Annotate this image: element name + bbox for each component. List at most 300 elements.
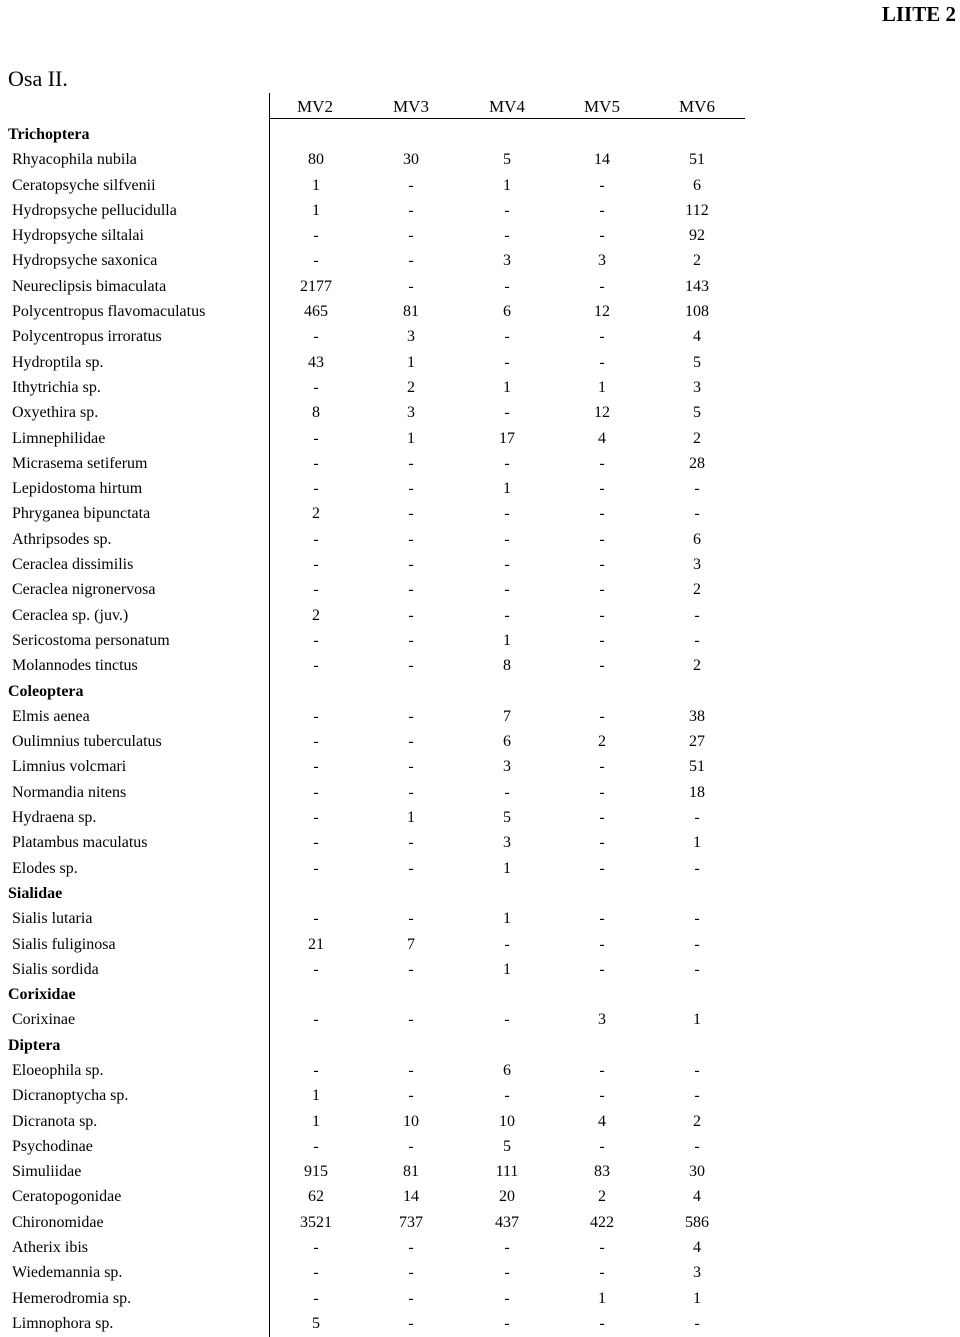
- cell-mv3: -: [408, 783, 414, 801]
- cell-mv5: -: [599, 530, 605, 548]
- cell-mv4: -: [504, 935, 510, 953]
- table-row: [0, 704, 760, 729]
- cell-mv6: 1: [693, 1289, 701, 1307]
- cell-mv4: 10: [499, 1112, 515, 1130]
- species-name: Dicranota sp.: [12, 1112, 98, 1130]
- cell-mv6: 5: [693, 353, 701, 371]
- species-name: Ceraclea dissimilis: [12, 556, 134, 574]
- cell-mv2: -: [313, 960, 319, 978]
- cell-mv6: 18: [689, 783, 705, 801]
- cell-mv5: -: [599, 1314, 605, 1332]
- cell-mv2: -: [313, 328, 319, 346]
- cell-mv4: -: [504, 1289, 510, 1307]
- cell-mv6: -: [694, 1314, 700, 1332]
- cell-mv6: -: [694, 910, 700, 928]
- cell-mv6: 2: [693, 1112, 701, 1130]
- column-header-mv4: MV4: [489, 97, 525, 116]
- cell-mv5: 4: [598, 429, 606, 447]
- cell-mv6: 586: [685, 1213, 709, 1231]
- group-header-row: [0, 679, 760, 704]
- cell-mv3: 30: [403, 151, 419, 169]
- species-name: Chironomidae: [12, 1213, 104, 1231]
- species-name: Molannodes tinctus: [12, 657, 138, 675]
- cell-mv2: 5: [312, 1314, 320, 1332]
- cell-mv3: -: [408, 859, 414, 877]
- table-row: [0, 1311, 760, 1336]
- cell-mv4: 17: [499, 429, 515, 447]
- cell-mv6: -: [694, 935, 700, 953]
- cell-mv2: 915: [304, 1163, 328, 1181]
- cell-mv5: -: [599, 809, 605, 827]
- cell-mv3: -: [408, 707, 414, 725]
- table-row: [0, 957, 760, 982]
- group-name: Corixidae: [8, 986, 76, 1004]
- cell-mv3: -: [408, 201, 414, 219]
- cell-mv4: -: [504, 581, 510, 599]
- cell-mv4: -: [504, 404, 510, 422]
- cell-mv4: -: [504, 606, 510, 624]
- species-name: Hydraena sp.: [12, 809, 97, 827]
- cell-mv2: 2: [312, 606, 320, 624]
- cell-mv6: 143: [685, 277, 709, 295]
- species-name: Ceratopsyche silfvenii: [12, 176, 156, 194]
- cell-mv2: -: [313, 1137, 319, 1155]
- cell-mv3: 81: [403, 303, 419, 321]
- cell-mv3: -: [408, 657, 414, 675]
- cell-mv2: -: [313, 809, 319, 827]
- cell-mv2: 1: [312, 1112, 320, 1130]
- species-name: Athripsodes sp.: [12, 530, 112, 548]
- table-row: [0, 1109, 760, 1134]
- cell-mv6: 92: [689, 227, 705, 245]
- cell-mv5: 12: [594, 404, 610, 422]
- cell-mv3: -: [408, 530, 414, 548]
- cell-mv4: 111: [495, 1163, 519, 1181]
- table-row: [0, 501, 760, 526]
- table-row: [0, 577, 760, 602]
- cell-mv3: 1: [407, 809, 415, 827]
- page-label: LIITE 2: [881, 2, 956, 26]
- cell-mv4: -: [504, 505, 510, 523]
- table-row: [0, 1184, 760, 1209]
- cell-mv6: 4: [693, 1239, 701, 1257]
- cell-mv2: -: [313, 454, 319, 472]
- cell-mv4: -: [504, 1314, 510, 1332]
- species-name: Ceratopogonidae: [12, 1188, 122, 1206]
- cell-mv2: -: [313, 707, 319, 725]
- cell-mv3: 14: [403, 1188, 419, 1206]
- cell-mv4: -: [504, 353, 510, 371]
- cell-mv4: 1: [503, 378, 511, 396]
- cell-mv3: -: [408, 176, 414, 194]
- cell-mv3: -: [408, 733, 414, 751]
- species-name: Rhyacophila nubila: [12, 151, 137, 169]
- species-name: Hemerodromia sp.: [12, 1289, 132, 1307]
- table-row: [0, 198, 760, 223]
- cell-mv3: -: [408, 1011, 414, 1029]
- cell-mv2: -: [313, 657, 319, 675]
- species-name: Normandia nitens: [12, 783, 127, 801]
- cell-mv3: -: [408, 1314, 414, 1332]
- group-name: Coleoptera: [8, 682, 84, 700]
- cell-mv2: -: [313, 783, 319, 801]
- cell-mv5: -: [599, 758, 605, 776]
- species-name: Limnephilidae: [12, 429, 106, 447]
- table-row: [0, 1286, 760, 1311]
- cell-mv5: -: [599, 910, 605, 928]
- species-name: Elodes sp.: [12, 859, 78, 877]
- cell-mv4: -: [504, 1239, 510, 1257]
- cell-mv2: -: [313, 429, 319, 447]
- cell-mv2: -: [313, 758, 319, 776]
- species-name: Oxyethira sp.: [12, 404, 99, 422]
- cell-mv3: -: [408, 480, 414, 498]
- cell-mv6: -: [694, 960, 700, 978]
- cell-mv3: -: [408, 1289, 414, 1307]
- cell-mv5: 4: [598, 1112, 606, 1130]
- cell-mv3: -: [408, 556, 414, 574]
- species-name: Eloeophila sp.: [12, 1061, 104, 1079]
- cell-mv5: -: [599, 1137, 605, 1155]
- cell-mv2: -: [313, 1239, 319, 1257]
- cell-mv3: 81: [403, 1163, 419, 1181]
- cell-mv5: -: [599, 657, 605, 675]
- column-header-mv3: MV3: [393, 97, 429, 116]
- table-row: [0, 147, 760, 172]
- species-name: Neureclipsis bimaculata: [12, 277, 167, 295]
- cell-mv6: 51: [689, 151, 705, 169]
- table-row: [0, 299, 760, 324]
- cell-mv3: -: [408, 581, 414, 599]
- cell-mv2: -: [313, 378, 319, 396]
- species-name: Simuliidae: [12, 1163, 82, 1181]
- cell-mv3: -: [408, 758, 414, 776]
- table-row: [0, 426, 760, 451]
- cell-mv4: -: [504, 227, 510, 245]
- cell-mv4: 5: [503, 1137, 511, 1155]
- cell-mv4: 3: [503, 252, 511, 270]
- cell-mv2: 1: [312, 201, 320, 219]
- cell-mv3: -: [408, 1061, 414, 1079]
- table-row: [0, 603, 760, 628]
- cell-mv3: -: [408, 631, 414, 649]
- cell-mv5: -: [599, 454, 605, 472]
- species-name: Ithytrichia sp.: [12, 378, 101, 396]
- cell-mv2: -: [313, 834, 319, 852]
- table-header: [270, 97, 745, 119]
- cell-mv5: -: [599, 581, 605, 599]
- table-row: [0, 628, 760, 653]
- cell-mv5: -: [599, 859, 605, 877]
- cell-mv6: -: [694, 1137, 700, 1155]
- cell-mv6: 30: [689, 1163, 705, 1181]
- group-name: Trichoptera: [8, 126, 90, 143]
- cell-mv3: -: [408, 505, 414, 523]
- species-name: Wiedemannia sp.: [12, 1264, 123, 1282]
- species-name: Platambus maculatus: [12, 834, 148, 852]
- cell-mv5: -: [599, 480, 605, 498]
- table-row: [0, 1235, 760, 1260]
- cell-mv3: -: [408, 454, 414, 472]
- cell-mv3: -: [408, 1137, 414, 1155]
- cell-mv5: -: [599, 556, 605, 574]
- cell-mv6: 3: [693, 1264, 701, 1282]
- species-name: Elmis aenea: [12, 707, 90, 725]
- cell-mv5: -: [599, 505, 605, 523]
- cell-mv4: 6: [503, 303, 511, 321]
- cell-mv6: 3: [693, 556, 701, 574]
- table-row: [0, 173, 760, 198]
- cell-mv4: -: [504, 277, 510, 295]
- cell-mv6: 38: [689, 707, 705, 725]
- cell-mv4: 7: [503, 707, 511, 725]
- cell-mv6: 28: [689, 454, 705, 472]
- cell-mv6: -: [694, 480, 700, 498]
- cell-mv5: 2: [598, 1188, 606, 1206]
- cell-mv3: 3: [407, 328, 415, 346]
- cell-mv4: -: [504, 328, 510, 346]
- table-row: [0, 324, 760, 349]
- group-header-row: [0, 881, 760, 906]
- cell-mv2: 465: [304, 303, 328, 321]
- species-name: Sialis lutaria: [12, 910, 93, 928]
- cell-mv6: 4: [693, 328, 701, 346]
- cell-mv5: -: [599, 1239, 605, 1257]
- cell-mv5: -: [599, 227, 605, 245]
- cell-mv4: -: [504, 1087, 510, 1105]
- table-row: [0, 527, 760, 552]
- section-title: Osa II.: [8, 66, 68, 91]
- cell-mv5: 12: [594, 303, 610, 321]
- cell-mv2: -: [313, 1264, 319, 1282]
- table-row: [0, 274, 760, 299]
- table-row: [0, 552, 760, 577]
- cell-mv5: -: [599, 707, 605, 725]
- cell-mv2: -: [313, 530, 319, 548]
- cell-mv4: 5: [503, 809, 511, 827]
- cell-mv3: -: [408, 1087, 414, 1105]
- cell-mv4: 1: [503, 176, 511, 194]
- cell-mv3: -: [408, 1264, 414, 1282]
- cell-mv4: 1: [503, 480, 511, 498]
- cell-mv4: 5: [503, 151, 511, 169]
- cell-mv2: -: [313, 859, 319, 877]
- table-row: [0, 932, 760, 957]
- cell-mv5: -: [599, 834, 605, 852]
- species-name: Limnophora sp.: [12, 1314, 114, 1332]
- species-name: Sericostoma personatum: [12, 631, 170, 649]
- cell-mv2: -: [313, 1289, 319, 1307]
- cell-mv4: 1: [503, 960, 511, 978]
- cell-mv5: -: [599, 1061, 605, 1079]
- cell-mv6: 112: [685, 201, 709, 219]
- cell-mv4: 3: [503, 758, 511, 776]
- cell-mv4: 1: [503, 859, 511, 877]
- cell-mv3: 10: [403, 1112, 419, 1130]
- cell-mv2: 8: [312, 404, 320, 422]
- cell-mv2: -: [313, 227, 319, 245]
- species-name: Psychodinae: [12, 1137, 93, 1155]
- cell-mv3: -: [408, 834, 414, 852]
- cell-mv3: -: [408, 910, 414, 928]
- species-name: Micrasema setiferum: [12, 454, 148, 472]
- species-name: Hydropsyche siltalai: [12, 227, 144, 245]
- cell-mv6: 27: [689, 733, 705, 751]
- group-header-row: [0, 1033, 760, 1058]
- cell-mv2: -: [313, 480, 319, 498]
- species-name: Dicranoptycha sp.: [12, 1087, 129, 1105]
- species-table-body: [0, 122, 760, 1336]
- cell-mv4: 1: [503, 631, 511, 649]
- table-row: [0, 780, 760, 805]
- column-header-mv6: MV6: [679, 97, 715, 116]
- cell-mv5: 1: [598, 378, 606, 396]
- cell-mv6: 1: [693, 834, 701, 852]
- cell-mv4: -: [504, 201, 510, 219]
- cell-mv3: -: [408, 227, 414, 245]
- cell-mv2: 80: [308, 151, 324, 169]
- cell-mv2: 21: [308, 935, 324, 953]
- species-name: Ceraclea sp. (juv.): [12, 606, 129, 624]
- cell-mv5: 3: [598, 1011, 606, 1029]
- species-name: Sialis sordida: [12, 960, 99, 978]
- species-name: Polycentropus irroratus: [12, 328, 162, 346]
- cell-mv6: 1: [693, 1011, 701, 1029]
- cell-mv3: 1: [407, 353, 415, 371]
- cell-mv5: -: [599, 353, 605, 371]
- table-row: [0, 1007, 760, 1032]
- cell-mv6: 51: [689, 758, 705, 776]
- cell-mv6: 5: [693, 404, 701, 422]
- cell-mv2: 62: [308, 1188, 324, 1206]
- table-row: [0, 1134, 760, 1159]
- cell-mv6: 4: [693, 1188, 701, 1206]
- cell-mv4: -: [504, 1011, 510, 1029]
- cell-mv4: 6: [503, 733, 511, 751]
- cell-mv3: 3: [407, 404, 415, 422]
- cell-mv2: 1: [312, 1087, 320, 1105]
- cell-mv3: 7: [407, 935, 415, 953]
- cell-mv6: 2: [693, 252, 701, 270]
- cell-mv5: -: [599, 328, 605, 346]
- table-row: [0, 906, 760, 931]
- table-row: [0, 805, 760, 830]
- cell-mv2: -: [313, 910, 319, 928]
- cell-mv3: 1: [407, 429, 415, 447]
- cell-mv2: 2: [312, 505, 320, 523]
- cell-mv5: 422: [590, 1213, 614, 1231]
- cell-mv2: -: [313, 631, 319, 649]
- cell-mv6: 108: [685, 303, 709, 321]
- column-header-mv2: MV2: [297, 97, 333, 116]
- table-row: [0, 476, 760, 501]
- cell-mv5: 3: [598, 252, 606, 270]
- cell-mv6: -: [694, 631, 700, 649]
- cell-mv5: -: [599, 631, 605, 649]
- cell-mv5: -: [599, 960, 605, 978]
- cell-mv5: 83: [594, 1163, 610, 1181]
- group-name: Sialidae: [8, 884, 63, 902]
- cell-mv6: -: [694, 1061, 700, 1079]
- cell-mv6: 2: [693, 429, 701, 447]
- cell-mv6: 3: [693, 378, 701, 396]
- cell-mv4: 3: [503, 834, 511, 852]
- table-row: [0, 754, 760, 779]
- table-row: [0, 1058, 760, 1083]
- cell-mv2: 1: [312, 176, 320, 194]
- cell-mv6: 2: [693, 581, 701, 599]
- cell-mv4: -: [504, 556, 510, 574]
- species-name: Oulimnius tuberculatus: [12, 733, 162, 751]
- cell-mv6: -: [694, 1087, 700, 1105]
- species-name: Sialis fuliginosa: [12, 935, 116, 953]
- cell-mv3: 2: [407, 378, 415, 396]
- species-name: Corixinae: [12, 1011, 76, 1029]
- species-name: Atherix ibis: [12, 1239, 88, 1257]
- cell-mv5: -: [599, 935, 605, 953]
- table-row: [0, 350, 760, 375]
- table-row: [0, 856, 760, 881]
- cell-mv5: -: [599, 277, 605, 295]
- cell-mv3: -: [408, 1239, 414, 1257]
- species-name: Lepidostoma hirtum: [12, 480, 143, 498]
- cell-mv4: 437: [495, 1213, 519, 1231]
- group-header-row: [0, 122, 760, 147]
- cell-mv5: -: [599, 201, 605, 219]
- table-row: [0, 248, 760, 273]
- table-row: [0, 400, 760, 425]
- cell-mv5: -: [599, 1087, 605, 1105]
- cell-mv5: 2: [598, 733, 606, 751]
- cell-mv4: -: [504, 454, 510, 472]
- cell-mv6: -: [694, 809, 700, 827]
- cell-mv5: -: [599, 783, 605, 801]
- cell-mv2: -: [313, 1061, 319, 1079]
- cell-mv6: -: [694, 505, 700, 523]
- table-row: [0, 375, 760, 400]
- species-name: Hydropsyche pellucidulla: [12, 201, 177, 219]
- table-row: [0, 653, 760, 678]
- table-row: [0, 1083, 760, 1108]
- cell-mv4: -: [504, 530, 510, 548]
- cell-mv3: -: [408, 960, 414, 978]
- cell-mv3: -: [408, 606, 414, 624]
- group-header-row: [0, 982, 760, 1007]
- table-row: [0, 451, 760, 476]
- cell-mv3: -: [408, 252, 414, 270]
- cell-mv2: -: [313, 252, 319, 270]
- cell-mv2: -: [313, 556, 319, 574]
- cell-mv2: -: [313, 1011, 319, 1029]
- cell-mv6: 6: [693, 176, 701, 194]
- cell-mv4: 1: [503, 910, 511, 928]
- cell-mv5: 1: [598, 1289, 606, 1307]
- table-row: [0, 1210, 760, 1235]
- cell-mv3: 737: [399, 1213, 423, 1231]
- cell-mv6: -: [694, 859, 700, 877]
- cell-mv4: -: [504, 1264, 510, 1282]
- species-name: Hydroptila sp.: [12, 353, 104, 371]
- cell-mv2: 2177: [300, 277, 332, 295]
- table-row: [0, 729, 760, 754]
- species-name: Polycentropus flavomaculatus: [12, 303, 206, 321]
- cell-mv2: 3521: [300, 1213, 332, 1231]
- table-row: [0, 830, 760, 855]
- cell-mv2: -: [313, 733, 319, 751]
- table-row: [0, 1260, 760, 1285]
- table-row: [0, 1159, 760, 1184]
- cell-mv4: 20: [499, 1188, 515, 1206]
